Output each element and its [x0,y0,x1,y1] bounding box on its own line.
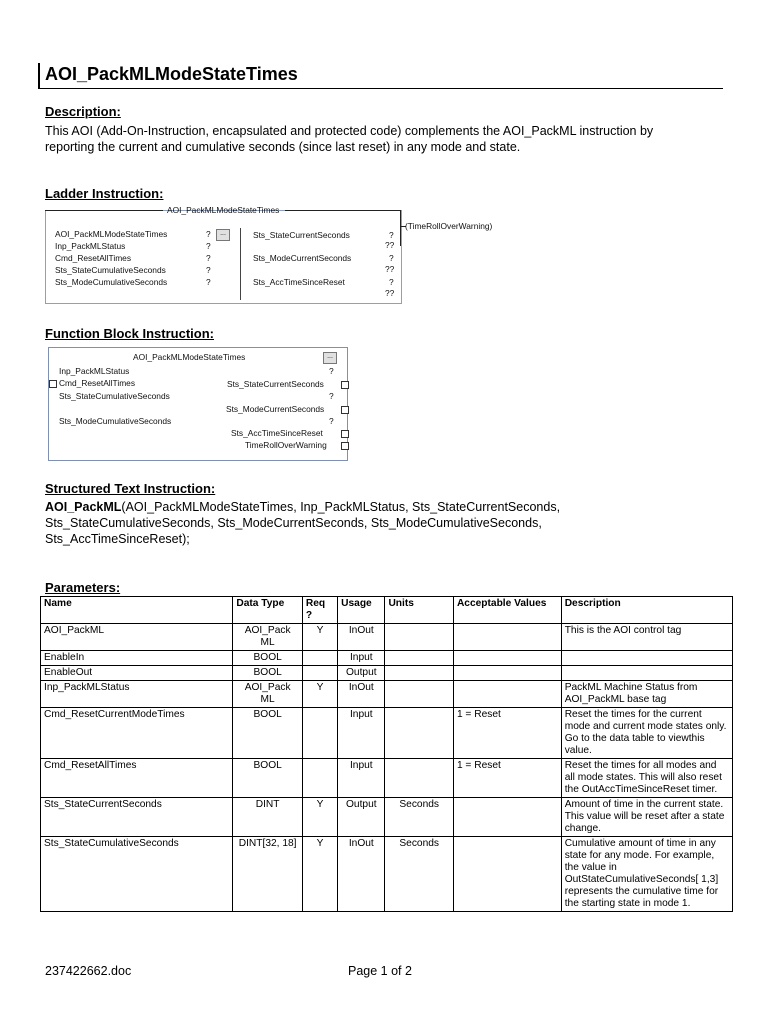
description-line-1: This AOI (Add-On-Instruction, encapsulated and protected code) complements the AOI_PackML instruction by [45,124,654,138]
fb-block-name: AOI_PackMLModeStateTimes [133,352,246,362]
fb-browse-button[interactable]: ... [323,352,337,364]
param-name: Inp_PackMLStatus [41,681,233,708]
param-name: Cmd_ResetAllTimes [41,759,233,798]
ladder-right-value: ? [389,230,394,240]
column-header: Units [385,597,453,624]
param-usage: Output [338,798,385,837]
param-required: Y [302,681,337,708]
param-description: Cumulative amount of time in any state for any mode. For example, the value in OutStateCumulativeSeconds[ 1,3] represents the cumulative time for the starting state in mode 1. [561,837,732,912]
param-units [385,624,453,651]
table-row [41,837,733,912]
param-data-type: AOI_Pack ML [233,624,303,651]
param-name: EnableOut [41,666,233,681]
ladder-right-label: Sts_ModeCurrentSeconds [253,253,352,263]
param-data-type: AOI_Pack ML [233,681,303,708]
st-call-name: AOI_PackML [45,500,122,514]
fb-output-pin[interactable] [341,442,349,450]
description-line-2: reporting the current and cumulative seconds (since last reset) in any mode and state. [45,140,521,154]
ladder-right-value-secondary: ?? [385,264,395,274]
param-units [385,759,453,798]
ladder-diagram [45,204,493,304]
ladder-left-value: ? [206,265,211,275]
ladder-right-value-secondary: ?? [385,240,395,250]
fb-output-label: TimeRollOverWarning [245,440,327,450]
ladder-divider [240,228,241,300]
param-name: Sts_StateCurrentSeconds [41,798,233,837]
ladder-rung-line-right [285,210,400,211]
param-data-type: BOOL [233,708,303,759]
table-row [41,798,733,837]
param-units [385,666,453,681]
ladder-left-value: ? [206,253,211,263]
ladder-right-label: Sts_StateCurrentSeconds [253,230,350,240]
param-data-type: DINT[32, 18] [233,837,303,912]
param-units: Seconds [385,837,453,912]
ladder-output-line [400,210,401,246]
ladder-right-value-secondary: ?? [385,288,395,298]
param-acceptable-values [453,651,561,666]
structured-text-line-1 [45,499,560,515]
param-name: EnableIn [41,651,233,666]
param-description: Amount of time in the current state. This value will be reset after a state change. [561,798,732,837]
param-usage: Input [338,759,385,798]
page-title: AOI_PackMLModeStateTimes [45,64,298,84]
function-block-heading: Function Block Instruction: [45,326,214,341]
param-usage: Input [338,651,385,666]
param-acceptable-values: 1 = Reset [453,708,561,759]
column-header: Name [41,597,233,624]
fb-output-label: Sts_AccTimeSinceReset [231,428,323,438]
fb-output-pin[interactable] [341,430,349,438]
fb-input-label: Sts_StateCumulativeSeconds [59,391,170,401]
param-description [561,666,732,681]
structured-text-line-3: Sts_AccTimeSinceReset); [45,532,190,546]
structured-text-line-2: Sts_StateCumulativeSeconds, Sts_ModeCurrentSeconds, Sts_ModeCumulativeSeconds, [45,516,542,530]
ladder-right-value: ? [389,253,394,263]
param-required: Y [302,624,337,651]
fb-output-label: Sts_StateCurrentSeconds [227,379,324,389]
parameters-table [40,596,733,912]
title-bar-decoration [38,63,40,89]
param-data-type: BOOL [233,759,303,798]
ladder-left-label: AOI_PackMLModeStateTimes [55,229,168,239]
param-description: Reset the times for the current mode and current mode states only. Go to the data table to viewthis value. [561,708,732,759]
param-required [302,666,337,681]
table-header-row [41,597,733,624]
param-name: AOI_PackML [41,624,233,651]
column-header: Acceptable Values [453,597,561,624]
ladder-left-label: Sts_ModeCumulativeSeconds [55,277,168,287]
param-data-type: BOOL [233,651,303,666]
ladder-left-label: Inp_PackMLStatus [55,241,126,251]
table-row [41,681,733,708]
function-block-diagram [48,347,348,461]
footer-filename: 237422662.doc [45,964,132,978]
param-units: Seconds [385,798,453,837]
fb-input-pin[interactable] [49,380,57,388]
fb-output-pin[interactable] [341,381,349,389]
fb-input-label: Sts_ModeCumulativeSeconds [59,416,172,426]
param-required [302,708,337,759]
table-row [41,759,733,798]
param-name: Sts_StateCumulativeSeconds [41,837,233,912]
ladder-rung-line-left [45,210,163,211]
param-required: Y [302,798,337,837]
param-required [302,759,337,798]
structured-text-heading: Structured Text Instruction: [45,481,216,496]
param-usage: InOut [338,681,385,708]
ladder-right-value: ? [389,277,394,287]
ladder-output-coil: (TimeRollOverWarning) [405,221,493,231]
table-row [41,651,733,666]
param-description: Reset the times for all modes and all mode states. This will also reset the OutAccTimeSinceReset timer. [561,759,732,798]
table-row [41,624,733,651]
param-required [302,651,337,666]
ladder-left-value: ? [206,241,211,251]
param-acceptable-values [453,798,561,837]
table-row [41,708,733,759]
param-usage: InOut [338,837,385,912]
param-description [561,651,732,666]
table-row [41,666,733,681]
column-header: Data Type [233,597,303,624]
param-data-type: BOOL [233,666,303,681]
fb-question-mark: ? [329,416,334,426]
param-usage: Output [338,666,385,681]
param-acceptable-values [453,624,561,651]
fb-output-label: Sts_ModeCurrentSeconds [226,404,325,414]
column-header: Description [561,597,732,624]
fb-question-mark: ? [329,391,334,401]
description-heading: Description: [45,104,121,119]
ladder-right-label: Sts_AccTimeSinceReset [253,277,345,287]
ladder-heading: Ladder Instruction: [45,186,164,201]
st-call-args: (AOI_PackMLModeStateTimes, Inp_PackMLStatus, Sts_StateCurrentSeconds, [121,500,561,514]
param-usage: Input [338,708,385,759]
fb-input-label: Cmd_ResetAllTimes [59,378,136,388]
param-name: Cmd_ResetCurrentModeTimes [41,708,233,759]
browse-button[interactable]: ... [216,229,230,241]
fb-question-mark: ? [329,366,334,376]
column-header: Usage [338,597,385,624]
footer-page-number: Page 1 of 2 [348,964,412,978]
param-units [385,681,453,708]
param-acceptable-values: 1 = Reset [453,759,561,798]
param-units [385,708,453,759]
column-header: Req ? [302,597,337,624]
param-data-type: DINT [233,798,303,837]
ladder-left-label: Sts_StateCumulativeSeconds [55,265,166,275]
param-required: Y [302,837,337,912]
param-acceptable-values [453,681,561,708]
parameters-heading: Parameters: [45,580,121,595]
ladder-left-value: ? [206,229,211,239]
param-units [385,651,453,666]
param-description: This is the AOI control tag [561,624,732,651]
param-description: PackML Machine Status from AOI_PackML base tag [561,681,732,708]
ladder-block-name: AOI_PackMLModeStateTimes [167,205,280,215]
param-usage: InOut [338,624,385,651]
title-rule [40,88,723,89]
fb-input-label: Inp_PackMLStatus [59,366,130,376]
param-acceptable-values [453,837,561,912]
ladder-left-value: ? [206,277,211,287]
param-acceptable-values [453,666,561,681]
fb-output-pin[interactable] [341,406,349,414]
ladder-left-label: Cmd_ResetAllTimes [55,253,132,263]
